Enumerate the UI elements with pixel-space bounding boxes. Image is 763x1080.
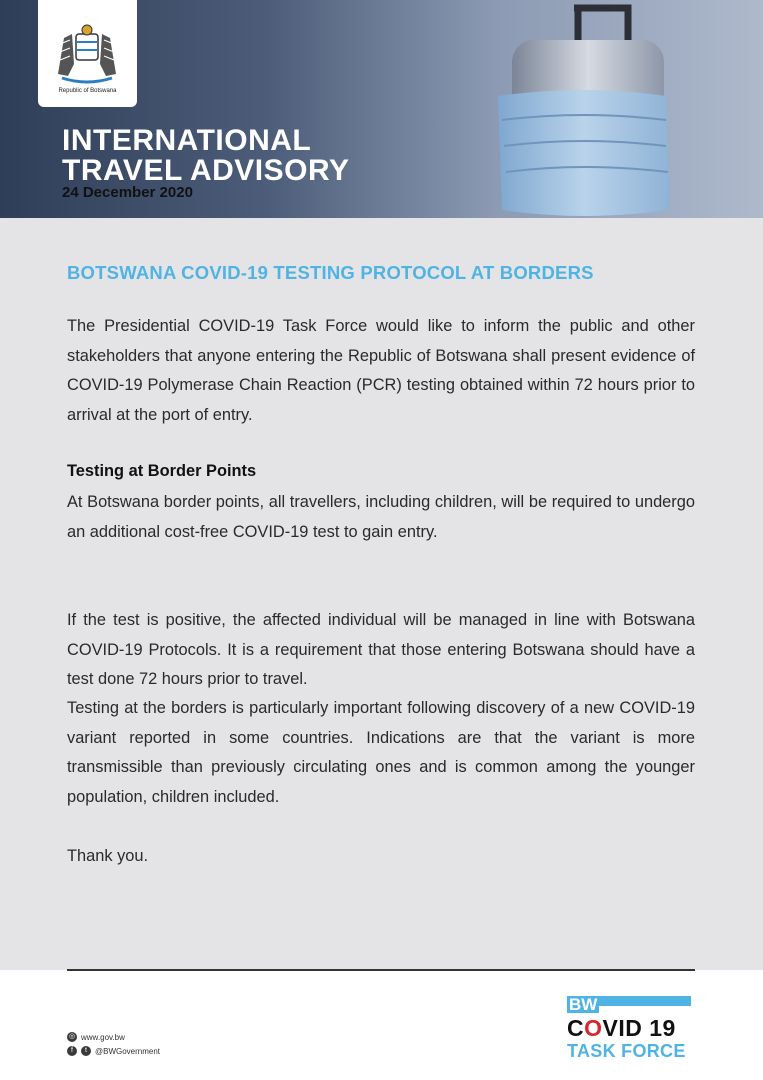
title-line-1: INTERNATIONAL: [62, 124, 312, 157]
footer-divider: [67, 969, 695, 971]
luggage-mask-icon: [488, 0, 678, 218]
globe-icon: ◎: [68, 1033, 76, 1040]
brand-bar: [599, 996, 691, 1006]
brand-c: C: [567, 1015, 585, 1041]
footer: [0, 970, 763, 1080]
paragraph-positive-test: If the test is positive, the affected individual will be managed in line with Botswana COVID-19 Protocols. It is a requirement that those entering Botswana should have a test done 72 hours prior to travel.: [67, 611, 695, 688]
closing-text: Thank you.: [67, 847, 149, 865]
advisory-body: [0, 218, 763, 970]
advisory-heading: BOTSWANA COVID-19 TESTING PROTOCOL AT BORDERS: [67, 262, 594, 283]
social-contact: [67, 1046, 160, 1056]
page-title: [62, 126, 350, 186]
twitter-icon: t: [81, 1046, 91, 1056]
brand-rest: VID 19: [602, 1015, 676, 1041]
paragraph-intro: The Presidential COVID-19 Task Force would like to inform the public and other stakeholders that anyone entering the Republic of Botswana shall present evidence of COVID-19 Polymerase Chain Reaction (PCR) testing obtained within 72 hours prior to arrival at the port of entry.: [67, 317, 695, 424]
covid-task-force-logo: [567, 996, 697, 1061]
social-handle[interactable]: @BWGovernment: [95, 1046, 161, 1056]
title-line-2: TRAVEL ADVISORY: [62, 154, 350, 187]
virus-icon: O: [584, 1015, 603, 1041]
website-link[interactable]: www.gov.bw: [81, 1032, 125, 1042]
coat-of-arms-icon: [52, 24, 122, 84]
brand-covid: [567, 1016, 697, 1041]
paragraph-variant: Testing at the borders is particularly important following discovery of a new COVID-19 variant reported in some countries. Indications are that the variant is more transmissible than previously circulating ones and is common among the younger population, children included.: [67, 699, 695, 806]
subheading-testing: Testing at Border Points: [67, 462, 257, 480]
logo-caption: Republic of Botswana: [58, 88, 117, 94]
facebook-icon: f: [67, 1046, 77, 1056]
brand-task-force: TASK FORCE: [567, 1041, 686, 1061]
header-banner: [0, 0, 763, 218]
coat-of-arms-logo: [38, 0, 137, 107]
brand-bw: BW: [569, 995, 598, 1014]
paragraph-border-points: At Botswana border points, all travellers, including children, will be required to undergo an additional cost-free COVID-19 test to gain entry.: [67, 493, 695, 541]
website-contact: [67, 1032, 125, 1042]
advisory-date: 24 December 2020: [62, 184, 193, 201]
